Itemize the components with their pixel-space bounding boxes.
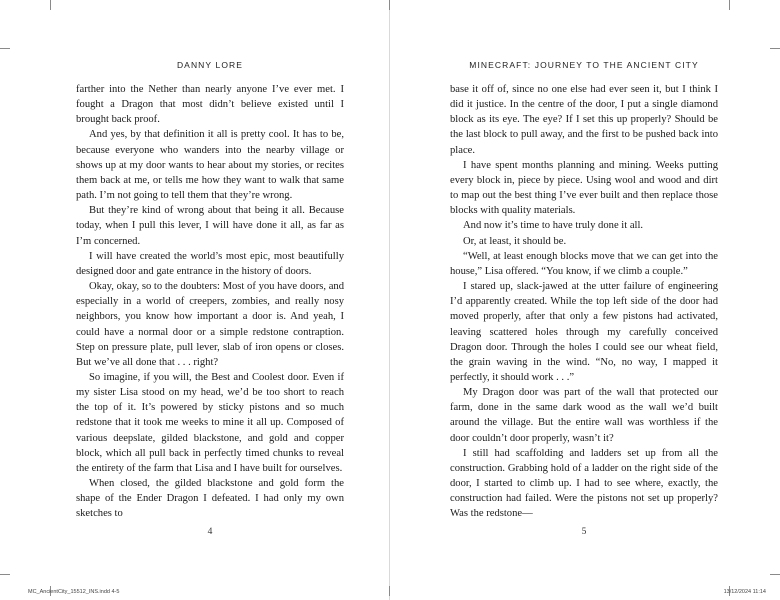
paragraph: farther into the Nether than nearly anyone I’ve ever met. I fought a Dragon that most didn’t believe existed until I brought back proof. (76, 84, 344, 126)
crop-mark (389, 586, 390, 596)
paragraph: I have spent months planning and mining. Weeks putting every block in, piece by piece. Using wool and wood and dirt to map out the best thing I’ve ever built and then replace those blocks with quality materials. (450, 159, 718, 217)
paragraph: When closed, the gilded blackstone and gold form the shape of the Ender Dragon I defeated. I had only my own sketches to (76, 478, 344, 520)
paragraph: My Dragon door was part of the wall that protected our farm, done in the same dark wood as the wall we’d built around the village. But the entire wall was worthless if the door couldn’t door properly, wasn’t it? (450, 387, 718, 444)
slug-timestamp: 13/12/2024 11:14 (723, 589, 766, 595)
paragraph: Okay, okay, so to the doubters: Most of you have doors, and especially in a world of creepers, zombies, and really nosy neighbors, you know how important a door is. And yeah, I could have a normal door or a simple redstone contraption. Step on pressure plate, pull lever, slab of iron opens or closes. But we’ve all done that . . . right? (76, 281, 344, 368)
paragraph: And now it’s time to have truly done it all. (463, 220, 644, 232)
paragraph: I still had scaffolding and ladders set up from all the construction. Grabbing hold of a ladder on the right side of the door, I started to climb up. I had to see where, exactly, the construction had failed. Were the pistons not set up properly? Was the redstone— (450, 447, 718, 520)
paragraph: I stared up, slack-jawed at the utter failure of engineering I’d apparently created. While the top left side of the door had moved properly, after that only a few pistons had activated, leaving scattered holes through my carefully conceived Dragon door. Through the holes I could see our wheat field, the grain waving in the wind. “No, no way, I mapped it perfectly, it should work . . .” (450, 281, 718, 383)
paragraph: And yes, by that definition it all is pretty cool. It has to be, because everyone who wanders into the nearby village or shows up at my door wants to hear about my stories, or recites them back at me, or tells me how they want to walk that same path. I’m not going to tell them that they’re wrong. (76, 129, 344, 202)
slug-filename: MC_AncientCity_15512_INS.indd 4-5 (28, 589, 120, 595)
crop-mark (0, 574, 10, 575)
paragraph: So imagine, if you will, the Best and Coolest door. Even if my sister Lisa stood on my head, we’d be too short to reach the top of it. It’s powered by sticky pistons and so much redstone that it took me weeks to mine it all up. Composed of various deepslate, gilded blackstone, and gold and copper block, which all pull back in perfectly timed chunks to reveal the entirety of the farm that Lisa and I have built for ourselves. (76, 371, 344, 474)
crop-mark (770, 48, 780, 49)
crop-mark (770, 574, 780, 575)
right-page-body (450, 82, 718, 522)
crop-mark (389, 0, 390, 10)
left-page-body (76, 82, 344, 522)
spine-gutter (389, 0, 390, 600)
paragraph: base it off of, since no one else had ever seen it, but I think I did it justice. In the centre of the door, I put a single diamond block as its eye. The eye? If I set this up properly? Should be the last block to pull away, and the first to be pushed back into place. (450, 84, 718, 156)
paragraph: Or, at least, it should be. (463, 235, 567, 247)
running-head-title: MINECRAFT: JOURNEY TO THE ANCIENT CITY (469, 60, 699, 70)
crop-mark (50, 0, 51, 10)
crop-mark (729, 0, 730, 10)
paragraph: But they’re kind of wrong about that being it all. Because today, when I pull this lever, I will have done it all, as far as I’m concerned. (76, 205, 344, 247)
running-head-author: DANNY LORE (176, 60, 244, 70)
paragraph: “Well, at least enough blocks move that we can get into the house,” Lisa offered. “You know, if we climb a couple.” (450, 250, 718, 277)
paragraph: I will have created the world’s most epic, most beautifully designed door and gate entrance in the history of doors. (76, 250, 344, 277)
page-number: 5 (581, 527, 587, 537)
page-number: 4 (207, 527, 213, 537)
crop-mark (0, 48, 10, 49)
